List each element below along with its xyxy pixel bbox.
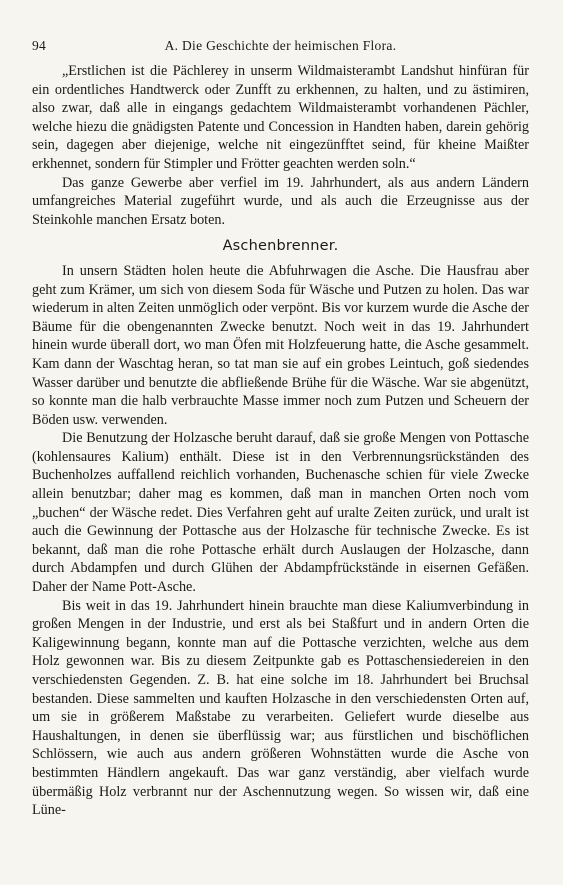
paragraph-quote: „Erstlichen ist die Pächlerey in unserm Wildmaisterambt Landshut hinfüran für ein ordentliches Handtwerck oder Zunfft zu erkhennen, zu halten, und zu ästimiren, also zwar, daß alle in eingangs gedachtem Wildmaisterambt vorhandenen Pächler, welche hiezu die gnädigsten Patente und Concession in Handten haben, darein gehörig sein, dagegen aber diejenige, welche nit eingezünfftet seind, für kheine Maißter erkhennet, sondern für Stimpler und Frötter geachten werden soln.“: [32, 63, 529, 172]
paragraph: In unsern Städten holen heute die Abfuhrwagen die Asche. Die Hausfrau aber geht zum Krämer, um sich von diesem Soda für Wäsche und Putzen zu holen. Das war wiederum in alten Zeiten unmöglich oder verpönt. Bis vor kurzem wurde die Asche der Bäume für die obengenannten Zwecke benutzt. Noch weit in das 19. Jahrhundert hinein wurde überall dort, wo man Öfen mit Holzfeuerung hatte, die Asche gesammelt. Kam dann der Waschtag heran, so tat man sie auf ein grobes Leintuch, goß siedendes Wasser darüber und benutzte die abfließende Brühe für die Wäsche. War sie abgenützt, so konnte man die halb verbrauchte Masse immer noch zum Putzen und Scheuern der Böden usw. verwenden.: [32, 262, 529, 428]
body-text: [32, 62, 529, 820]
running-title: A. Die Geschichte der heimischen Flora.: [164, 38, 397, 53]
running-head: [32, 38, 529, 62]
page-number: 94: [32, 38, 47, 53]
paragraph: Bis weit in das 19. Jahrhundert hinein brauchte man diese Kaliumverbindung in großen Mengen in der Industrie, und erst als bei Staßfurt und in andern Orten die Kaligewinnung begann, konnte man auf die Pottasche verzichten, welche aus dem Holz gewonnen war. Bis zu diesem Zeitpunkte gab es Pottaschensiedereien in den verschiedensten Gegenden. Z. B. hat eine solche im 18. Jahrhundert bei Bruchsal bestanden. Diese sammelten und kauften Holzasche in den verschiedensten Orten auf, um sie in größerem Maßstabe zu verarbeiten. Geliefert wurde dieselbe aus Haushaltungen, in denen sie überflüssig war; aus fürstlichen und bischöflichen Schlössern, wie auch aus andern größeren Wohnstätten wurde die Asche von bestimmten Händlern angekauft. Das war ganz verständig, aber vielfach wurde übermäßig Holz verbrannt nur der Aschennutzung wegen. So wissen wir, daß eine Lüne-: [32, 597, 529, 819]
paragraph: Das ganze Gewerbe aber verfiel im 19. Jahrhundert, als aus andern Ländern umfangreiches Material zugeführt wurde, und als auch die Erzeugnisse aus der Steinkohle manchen Ersatz boten.: [32, 174, 529, 228]
section-heading: Aschenbrenner.: [222, 238, 339, 255]
paragraph: Die Benutzung der Holzasche beruht darauf, daß sie große Mengen von Pottasche (kohlensaures Kalium) enthält. Diese ist in den Verbrennungsrückständen des Buchenholzes auffallend reichlich vorhanden, Buchenasche schien für viele Zwecke allein benutzbar; daher mag es kommen, daß man in manchen Orten noch vom „buchen“ der Wäsche redet. Dies Verfahren geht auf uralte Zeiten zurück, und uralt ist auch die Gewinnung der Pottasche aus der Holzasche für technische Zwecke. Es ist bekannt, daß man die rohe Pottasche erhält durch Auslaugen der Holzasche, dann durch Abdampfen und durch Glühen der Abdampfrückstände in eisernen Gefäßen. Daher der Name Pott-Asche.: [32, 430, 529, 596]
